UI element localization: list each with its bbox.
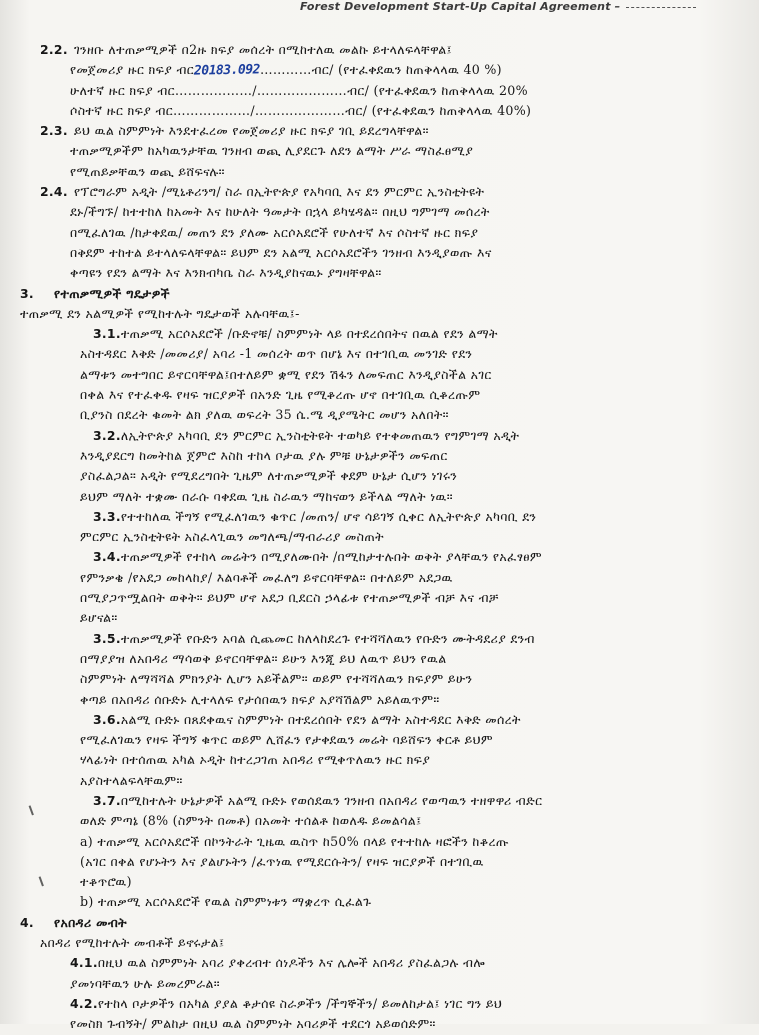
clause-text: ተጠቃሚ አርሶአደሮች /ቡድኖቹ/ ስምምነት ላይ በተደረሰበትና በዉል የደን ልማት xyxy=(120,326,498,342)
clause-text: ይሆናል። xyxy=(80,610,118,626)
text-line xyxy=(18,750,743,770)
text-line xyxy=(18,872,743,892)
clause-text: በሚፈለገዉ /ከታቀደዉ/ መጠን ደን ያለሙ አርሶአደሮች የሁለተኛ እና ሶስተኛ ዙር ክፍያ xyxy=(70,224,479,240)
text-line xyxy=(18,426,743,446)
text-line xyxy=(18,730,743,750)
clause-number: 2.2. xyxy=(40,42,68,57)
text-line xyxy=(18,832,743,852)
clause-text: ተጠቃሚዎች የተከላ መሬትን በሚያለሙበት /በሚከታተሉበት ወቅት ያላቸዉን የአፈፃፀም xyxy=(120,549,542,565)
clause-text: የምንቃቄ /የአደጋ መከላከያ/ እልባቶች መፈለግ ይኖርባቸዋል። በተለይም አደጋዉ xyxy=(80,569,453,585)
text-line xyxy=(18,649,743,669)
clause-text: a) ተጠቃሚ አርሶአደሮች በኮንትራት ጊዜዉ ዉስጥ ከ50% በላይ የተተከሉ ዛፎችን ከቆረጡ xyxy=(80,833,509,849)
clause-text: b) ተጠቃሚ አርሶአደሮች የዉል ስምምነቱን ማቋረጥ ሲፈልጉ xyxy=(80,894,372,910)
text-line xyxy=(18,101,743,121)
text-line xyxy=(18,324,743,344)
clause-number: 3.5. xyxy=(93,630,121,646)
text-line xyxy=(18,669,743,689)
clause-text: (አገር በቀል የሆኑትን እና ያልሆኑትን /ፈጥነዉ የሚደርሱትን/ የዛፍ ዝርያዎች በተገቢዉ xyxy=(80,853,484,869)
clause-text: በቅደም ተከተል ይተላለፍላቸዋል። ይህም ደን አልሚ አርሶአደሮችን ገንዘብ እንዲያወጡ እና xyxy=(70,244,492,260)
text-line xyxy=(18,811,743,831)
document-body xyxy=(18,40,743,1035)
clause-text: ይህ ዉል ስምምነት እንደተፈረመ የመጀመሪያ ዙር ክፍያ ገቢ ይደረግላቸዋል። xyxy=(74,123,429,139)
document-header xyxy=(300,0,740,13)
clause-text: አያስተላልፍላቸዉም። xyxy=(80,772,183,788)
text-line xyxy=(18,608,743,628)
clause-text: የተከላ ቦታዎችን በአካል ያያል ቆታሰዩ ስራዎችን /ችግኞችን/ ይመለከታል፤ ነገር ግን ይህ xyxy=(97,995,503,1011)
text-line xyxy=(18,243,743,263)
text-line xyxy=(18,304,743,324)
clause-text: የፕሮግራም አዲት /ሚኒቶሪንግ/ ስራ በኢትዮጵያ የአካባቢ እና ደን ምርምር ኢንስቲትዩት xyxy=(74,184,485,200)
clause-text: በሚያጋጥሟልበት ወቅት። ይህም ሆኖ አደጋ ቢደርስ ኃላፊቱ የተጠቃሚዎች ብቻ እና ብቻ xyxy=(80,590,499,606)
clause-number: 3.4. xyxy=(93,549,121,565)
clause-number: 3.2. xyxy=(93,427,121,443)
clause-text: ተጠቃሚዎች የቡድን አባል ሲጨመር ከለላከደረጉ የተሻሻለዉን የቡድን ሙትዳደሪያ ደንብ xyxy=(120,630,535,646)
clause-text: የሚጠይቃቸዉን ወጪ ይሸፍናሉ። xyxy=(70,163,225,179)
clause-text: የመስክ ጉብኝት/ ምልከታ በዚህ ዉል ስምምነት አባሪዎች ተደርጎ አይወሰድም። xyxy=(70,1016,436,1032)
clause-text: የመጀመሪያ ዙር ክፍያ ብር xyxy=(70,62,195,78)
clause-text: ተቆጥሮዉ) xyxy=(80,874,132,890)
clause-text: ለኢትዮጵያ አካባቢ ደን ምርምር ኢንስቲትዩት ተወካይ የተቀመጠዉን የግምገማ አዲት xyxy=(120,427,520,443)
text-line xyxy=(18,40,743,60)
clause-text: ቀጣዩን የደን ልማት እና እንክብካቤ ስራ እንዲያከናዉኑ ያግዛቸዋል። xyxy=(70,265,382,281)
text-line xyxy=(18,710,743,730)
text-line xyxy=(18,466,743,486)
clause-number: 3.1. xyxy=(93,326,121,342)
text-line xyxy=(18,223,743,243)
clause-text: ሁለተኛ ዙር ክፍያ ብር………………/…………………ብር/ (የተፈቀደዉን ከጠቅላላዉ 20% xyxy=(70,82,528,98)
clause-text: ሃላፊነት በተሰጠዉ አካል ኦዲት ከተረጋገጠ አበዳሪ የሚቀጥለዉን ዙር ክፍያ xyxy=(80,752,431,768)
clause-text: በቀል እና የተፈቀዱ የዛፍ ዝርያዎች በአንድ ጊዜ የሚቆረጡ ሆኖ በተገቢዉ ሲቆረጡም xyxy=(80,387,481,403)
clause-text: የአበዳሪ መብት xyxy=(54,914,127,930)
clause-text: ቀጣይ በአበዳሪ ሰቡድኑ ሊተላለፍ የታሰበዉን ክፍያ አያሻሽልም አይለዉጥም። xyxy=(80,691,440,707)
text-line xyxy=(18,81,743,101)
header-rule xyxy=(626,7,696,8)
clause-text: ምርምር ኢንስቲትዩት አስፈላጊዉን መግለጫ/ማብራሪያ መስጠት xyxy=(80,529,384,545)
clause-text: የሚፈለገዉን የዛፍ ችግኝ ቁጥር ወይም ሊሸፈን የታቀደዉን መሬት ባይሸፍን ቀርቶ ይህም xyxy=(80,732,493,748)
clause-number: 4.2. xyxy=(70,995,98,1011)
text-line xyxy=(18,974,743,994)
clause-number: 3.6. xyxy=(93,711,121,727)
text-line xyxy=(18,284,743,304)
clause-text: ስምምነት ለማሻሻል ምክንያት ሊሆን አይችልም። ወይም የተሻሻለዉን ክፍያም ይሁን xyxy=(80,671,473,687)
text-line xyxy=(18,892,743,912)
clause-number: 3.3. xyxy=(93,508,121,524)
clause-text: ያመነባቸዉን ሁሉ ይመረምራል። xyxy=(70,975,220,991)
text-line xyxy=(18,771,743,791)
clause-text: የተተከለዉ ችግኝ የሚፈለገዉን ቁጥር /መጠን/ ሆኖ ሳይገኝ ሲቀር ለኢትዮጵያ አካባቢ ደን xyxy=(120,508,537,524)
text-line xyxy=(18,182,743,202)
text-line xyxy=(18,690,743,710)
clause-text: ይህም ማለት ተቋሙ በራሱ ባቀደዉ ጊዜ ስራዉን ማከናወን ይችላል ማለት ነዉ። xyxy=(80,488,453,504)
text-line xyxy=(18,913,743,933)
clause-text: ተጠቃሚ ደን አልሚዎች የሚከተሉት ግዴታወች አሉባቸዉ፤- xyxy=(20,305,300,321)
clause-text: ልማቱን መተግበር ይኖርባቸዋል፤በተለይም ቋሚ የደን ሽፋን ለመፍጠር እንዲያስችል አገር xyxy=(80,366,492,382)
clause-text: ተጠቃሚዎችም ከአካዉንታቸዉ ገንዘብ ወጪ ሊያደርጉ ለደን ልማት ሥራ ማስፈፀሚያ xyxy=(70,143,474,159)
text-line xyxy=(18,994,743,1014)
text-line xyxy=(18,629,743,649)
text-line xyxy=(18,385,743,405)
text-line xyxy=(18,527,743,547)
clause-text: እንዲያደርግ ከመትከል ጀምሮ እስከ ተከላ ቦታዉ ያሉ ምቹ ሁኔታዎችን መፍጠር xyxy=(80,447,448,463)
clause-text: ቢያንስ በደረት ቁመት ልክ ያለዉ ወፍረት 35 ሴ.ሜ ዲያሜትር መሆን አለበት። xyxy=(80,407,449,423)
text-line xyxy=(18,507,743,527)
text-line xyxy=(18,202,743,222)
clause-text-tail: …………ብር/ (የተፈቀደዉን ከጠቅላላዉ 40 %) xyxy=(260,62,502,78)
clause-text: አበዳሪ የሚከተሉት መብቶች ይኖሩታል፤ xyxy=(40,935,225,951)
clause-text: የተጠቃሚዎች ግዴታዎች xyxy=(54,285,170,301)
clause-text: ገንዘቡ ለተጠቃሚዎች በ2ዙ ክፍያ መሰረት በሚከተለዉ መልኩ ይተላለፍላቸዋል፤ xyxy=(74,42,453,57)
text-line xyxy=(18,487,743,507)
clause-number: 2.4. xyxy=(40,184,68,200)
clause-text: ያስፈልጋል። አዲት የሚደረግበት ጊዜም ለተጠቃሚዎች ቀደም ሁኔታ ሲሆን ነገሩን xyxy=(80,468,458,484)
text-line xyxy=(18,933,743,953)
clause-text: አስተዳደር እቅድ /መመሪያ/ አባሪ -1 መሰረት ወጥ በሆኔ እና በተገቢዉ መንገድ የደን xyxy=(80,346,473,362)
text-line xyxy=(18,791,743,811)
text-line xyxy=(18,141,743,161)
text-line xyxy=(18,263,743,283)
header-title: Forest Development Start-Up Capital Agreement – xyxy=(300,0,621,13)
clause-text: ደኑ/ችግኙ/ ከተተከለ ከአመት እና ከሁለት ዓመታት በኋላ ይካሄዳል። በዚህ ግምገማ መሰረት xyxy=(70,204,490,220)
clause-text: በዚህ ዉል ስምምነት አባሪ ያቀረብተ ሰነዶችን እና ሌሎች አበዳሪ ያስፈልጋሉ ብሎ xyxy=(97,955,486,971)
clause-number: 3. xyxy=(20,285,34,301)
text-line xyxy=(18,547,743,567)
clause-text: በማያያዝ ለአበዳሪ ማሳወቅ ይኖርባቸዋል። ይሁን እንጂ ይህ ለዉጥ ይህን የዉል xyxy=(80,650,447,666)
text-line xyxy=(18,588,743,608)
text-line xyxy=(18,344,743,364)
clause-text: በሚከተሉት ሁኔታዎች አልሚ ቡድኑ የወሰደዉን ገንዘብ በአበዳሪ የወጣዉን ተዘዋዋሪ ብድር xyxy=(120,792,543,808)
text-line xyxy=(18,1014,743,1034)
clause-number: 3.7. xyxy=(93,792,121,808)
text-line xyxy=(18,405,743,425)
clause-number: 4.1. xyxy=(70,955,98,971)
clause-number: 2.3. xyxy=(40,123,68,139)
clause-text: ሶስተኛ ዙር ክፍያ ብር………………/…………………ብር/ (የተፈቀደዉን ከጠቅላላዉ 40%) xyxy=(70,102,532,118)
text-line xyxy=(18,568,743,588)
text-line xyxy=(18,953,743,973)
clause-number: 4. xyxy=(20,914,34,930)
clause-text: አልሚ ቡድኑ በጸደቀዉና ስምምነት በተደረሰበት የደን ልማት አስተዳደር እቅድ መሰረት xyxy=(120,711,521,727)
text-line xyxy=(18,365,743,385)
text-line xyxy=(18,121,743,141)
clause-text: ወለድ ምጣኔ (8% (ስምንት በመቶ) በአመት ተሰልቶ ከወለዱ ይመልሳል፤ xyxy=(80,813,422,829)
text-line xyxy=(18,162,743,182)
text-line xyxy=(18,446,743,466)
text-line xyxy=(18,60,743,80)
handwritten-amount: 20183.092 xyxy=(193,62,261,79)
text-line xyxy=(18,852,743,872)
